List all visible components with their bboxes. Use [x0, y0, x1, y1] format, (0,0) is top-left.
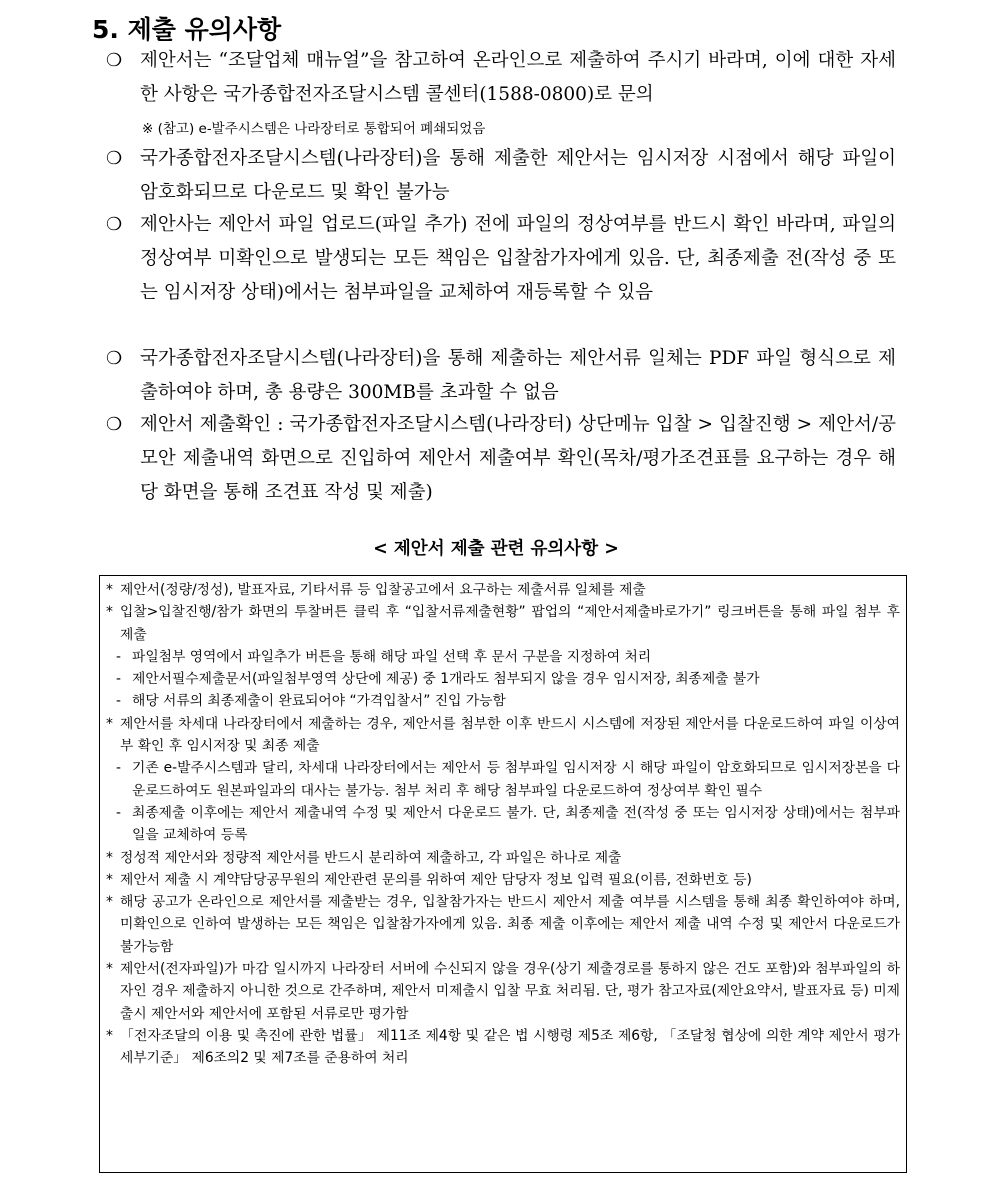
notice-item	[106, 713, 900, 758]
bullet-item	[106, 208, 896, 310]
bullet-text: 국가종합전자조달시스템(나라장터)을 통해 제출한 제안서는 임시저장 시점에서 해당 파일이 암호화되므로 다운로드 및 확인 불가능	[140, 148, 896, 203]
bullet-item	[106, 44, 896, 112]
notice-subitem	[106, 802, 900, 847]
dash-marker: -	[116, 671, 121, 688]
asterisk-marker: *	[106, 582, 113, 598]
bullet-text: 국가종합전자조달시스템(나라장터)을 통해 제출하는 제안서류 일체는 PDF 파일 형식으로 제출하여야 하며, 총 용량은 300MB를 초과할 수 없음	[140, 348, 896, 403]
notice-text: 「전자조달의 이용 및 촉진에 관한 법률」 제11조 제4항 및 같은 법 시행령 제5조 제6항, 「조달청 협상에 의한 계약 제안서 평가 세부기준」 제6조의2 및 제7조를 준용하여 처리	[120, 1027, 900, 1067]
bullet-circle-icon: ❍	[106, 214, 123, 235]
bullet-circle-icon: ❍	[106, 50, 123, 71]
dash-marker: -	[116, 648, 121, 665]
notice-text: 제안서필수제출문서(파일첨부영역 상단에 제공) 중 1개라도 첨부되지 않을 경우 임시저장, 최종제출 불가	[132, 671, 760, 688]
notice-text: 제안서(정량/정성), 발표자료, 기타서류 등 입찰공고에서 요구하는 제출서류 일체를 제출	[120, 582, 646, 598]
notice-text: 제안서(전자파일)가 마감 일시까지 나라장터 서버에 수신되지 않을 경우(상기 제출경로를 통하지 않은 건도 포함)와 첨부파일의 하자인 경우 제출하지 아니한 것으로 간주하며, 제안서 미제출시 입찰 무효 처리됨. 단, 평가 참고자료(제안요약서, 발표자료 등) 미제출시 제안서와 제안서에 포함된 서류로만 평가함	[120, 961, 900, 1022]
asterisk-marker: *	[106, 715, 113, 732]
notice-text: 입찰>입찰진행/참가 화면의 투찰버튼 클릭 후 “입찰서류제출현황” 팝업의 “제안서제출바로가기” 링크버튼을 통해 파일 첨부 후 제출	[120, 604, 900, 643]
notice-text: 해당 공고가 온라인으로 제안서를 제출받는 경우, 입찰참가자는 반드시 제안서 제출 여부를 시스템을 통해 최종 확인하여야 하며, 미확인으로 인하여 발생하는 모든 책임은 입찰참가자에게 있음. 최종 제출 이후에는 제안서 제출 내역 수정 및 제안서 다운로드가 불가능함	[120, 894, 900, 955]
notice-item	[106, 579, 900, 601]
dash-marker: -	[116, 693, 121, 710]
asterisk-marker: *	[106, 894, 113, 911]
bullet-circle-icon: ❍	[106, 348, 123, 369]
notice-item	[106, 1025, 900, 1070]
notice-item	[106, 891, 900, 958]
asterisk-marker: *	[106, 1027, 113, 1044]
bullet-item	[106, 142, 896, 210]
section-title: 5. 제출 유의사항	[92, 15, 282, 44]
notice-item	[106, 958, 900, 1025]
notice-box-title: < 제안서 제출 관련 유의사항 >	[373, 539, 619, 559]
notice-text: 정성적 제안서와 정량적 제안서를 반드시 분리하여 제출하고, 각 파일은 하나로 제출	[120, 849, 622, 866]
dash-marker: -	[116, 760, 121, 777]
bullet-item	[106, 342, 896, 410]
notice-text: 제안서를 차세대 나라장터에서 제출하는 경우, 제안서를 첨부한 이후 반드시 시스템에 저장된 제안서를 다운로드하여 파일 이상여부 확인 후 임시저장 및 최종 제출	[120, 715, 900, 755]
asterisk-marker: *	[106, 849, 113, 866]
notice-subitem	[106, 757, 900, 802]
asterisk-marker: *	[106, 871, 113, 888]
bullet-circle-icon: ❍	[106, 414, 123, 435]
asterisk-marker: *	[106, 961, 113, 978]
notice-item	[106, 847, 900, 869]
reference-note: ※ (참고) e-발주시스템은 나라장터로 통합되어 폐쇄되었음	[142, 121, 486, 137]
bullet-text: 제안서는 “조달업체 매뉴얼”을 참고하여 온라인으로 제출하여 주시기 바라며, 이에 대한 자세한 사항은 국가종합전자조달시스템 콜센터(1588-0800)로 문의	[140, 50, 896, 105]
notice-box	[99, 575, 907, 1173]
notice-text: 파일첨부 영역에서 파일추가 버튼을 통해 해당 파일 선택 후 문서 구분을 지정하여 처리	[132, 648, 652, 665]
notice-item	[106, 601, 900, 646]
notice-subitem	[106, 668, 900, 690]
notice-text: 최종제출 이후에는 제안서 제출내역 수정 및 제안서 다운로드 불가. 단, 최종제출 전(작성 중 또는 임시저장 상태)에서는 첨부파일을 교체하여 등록	[132, 804, 900, 844]
asterisk-marker: *	[106, 604, 113, 621]
notice-text: 기존 e-발주시스템과 달리, 차세대 나라장터에서는 제안서 등 첨부파일 임시저장 시 해당 파일이 암호화되므로 임시저장본을 다운로드하여도 원본파일과의 대사는 불가능. 첨부 처리 후 해당 첨부파일 다운로드하여 정상여부 확인 필수	[132, 760, 900, 799]
notice-item	[106, 869, 900, 891]
notice-text: 제안서 제출 시 계약담당공무원의 제안관련 문의를 위하여 제안 담당자 정보 입력 필요(이름, 전화번호 등)	[120, 871, 752, 888]
notice-text: 해당 서류의 최종제출이 완료되어야 “가격입찰서” 진입 가능함	[132, 693, 506, 710]
bullet-text: 제안서 제출확인 : 국가종합전자조달시스템(나라장터) 상단메뉴 입찰 > 입찰진행 > 제안서/공모안 제출내역 화면으로 진입하여 제안서 제출여부 확인(목차/평가조견표를 요구하는 경우 해당 화면을 통해 조견표 작성 및 제출)	[140, 414, 896, 503]
bullet-text: 제안사는 제안서 파일 업로드(파일 추가) 전에 파일의 정상여부를 반드시 확인 바라며, 파일의 정상여부 미확인으로 발생되는 모든 책임은 입찰참가자에게 있음. 단, 최종제출 전(작성 중 또는 임시저장 상태)에서는 첨부파일을 교체하여 재등록할 수 있음	[140, 214, 896, 303]
dash-marker: -	[116, 804, 121, 821]
notice-subitem	[106, 646, 900, 668]
bullet-circle-icon: ❍	[106, 148, 123, 169]
notice-subitem	[106, 690, 900, 712]
bullet-item	[106, 408, 896, 510]
